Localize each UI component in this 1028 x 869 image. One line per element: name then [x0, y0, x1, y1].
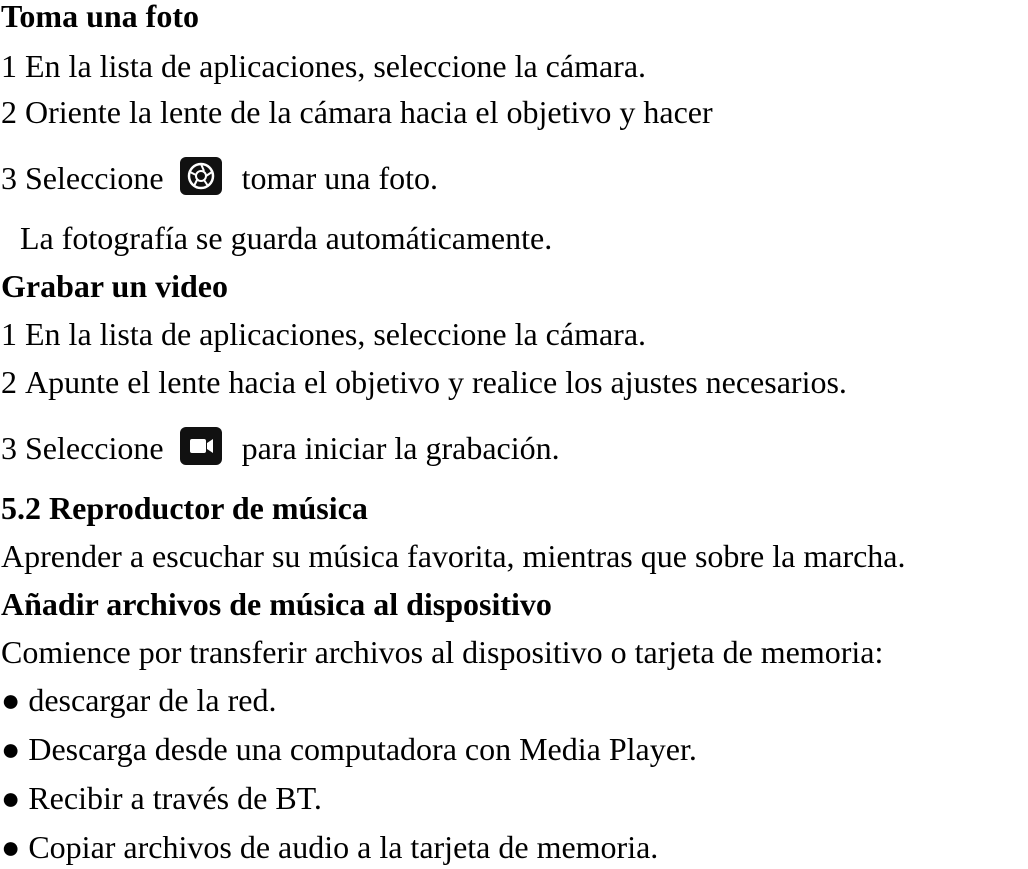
- step-number: 2: [1, 94, 17, 130]
- step-text-post: tomar una foto.: [241, 160, 438, 196]
- music-section-heading: 5.2 Reproductor de música: [1, 490, 368, 526]
- bullet-text: Descarga desde una computadora con Media Player.: [28, 731, 697, 767]
- bullet-text: Copiar archivos de audio a la tarjeta de memoria.: [28, 829, 659, 865]
- step-text: En la lista de aplicaciones, seleccione la cámara.: [25, 48, 647, 84]
- photo-note: La fotografía se guarda automáticamente.: [20, 220, 553, 256]
- video-step-2: [1, 360, 847, 404]
- add-music-heading: Añadir archivos de música al dispositivo: [1, 586, 552, 622]
- video-step-3: [1, 426, 560, 470]
- bullet-icon: ●: [1, 731, 21, 767]
- step-text-post: para iniciar la grabación.: [241, 430, 560, 466]
- bullet-text: Recibir a través de BT.: [28, 780, 322, 816]
- step-number: 3: [1, 160, 17, 196]
- add-music-intro: Comience por transferir archivos al dispositivo o tarjeta de memoria:: [1, 634, 884, 670]
- step-text: Oriente la lente de la cámara hacia el objetivo y hacer: [25, 94, 713, 130]
- video-camera-icon: [180, 427, 222, 465]
- video-heading: Grabar un video: [1, 268, 228, 304]
- bullet-icon: ●: [1, 780, 21, 816]
- photo-step-3: [1, 156, 438, 200]
- bullet-item: [1, 825, 658, 869]
- step-text: Apunte el lente hacia el objetivo y realice los ajustes necesarios.: [25, 364, 847, 400]
- camera-shutter-icon: [180, 157, 222, 195]
- video-step-1: [1, 312, 646, 356]
- step-number: 2: [1, 364, 17, 400]
- photo-step-2: [1, 90, 713, 134]
- bullet-item: [1, 776, 322, 820]
- photo-heading: Toma una foto: [1, 0, 199, 34]
- step-text-pre: Seleccione: [25, 430, 164, 466]
- photo-step-1: [1, 44, 646, 88]
- step-number: 1: [1, 316, 17, 352]
- step-text-pre: Seleccione: [25, 160, 164, 196]
- bullet-text: descargar de la red.: [28, 682, 277, 718]
- step-text: En la lista de aplicaciones, seleccione la cámara.: [25, 316, 647, 352]
- step-number: 3: [1, 430, 17, 466]
- bullet-item: [1, 678, 276, 722]
- step-number: 1: [1, 48, 17, 84]
- bullet-icon: ●: [1, 682, 21, 718]
- music-intro: Aprender a escuchar su música favorita, mientras que sobre la marcha.: [1, 538, 906, 574]
- bullet-icon: ●: [1, 829, 21, 865]
- bullet-item: [1, 727, 697, 771]
